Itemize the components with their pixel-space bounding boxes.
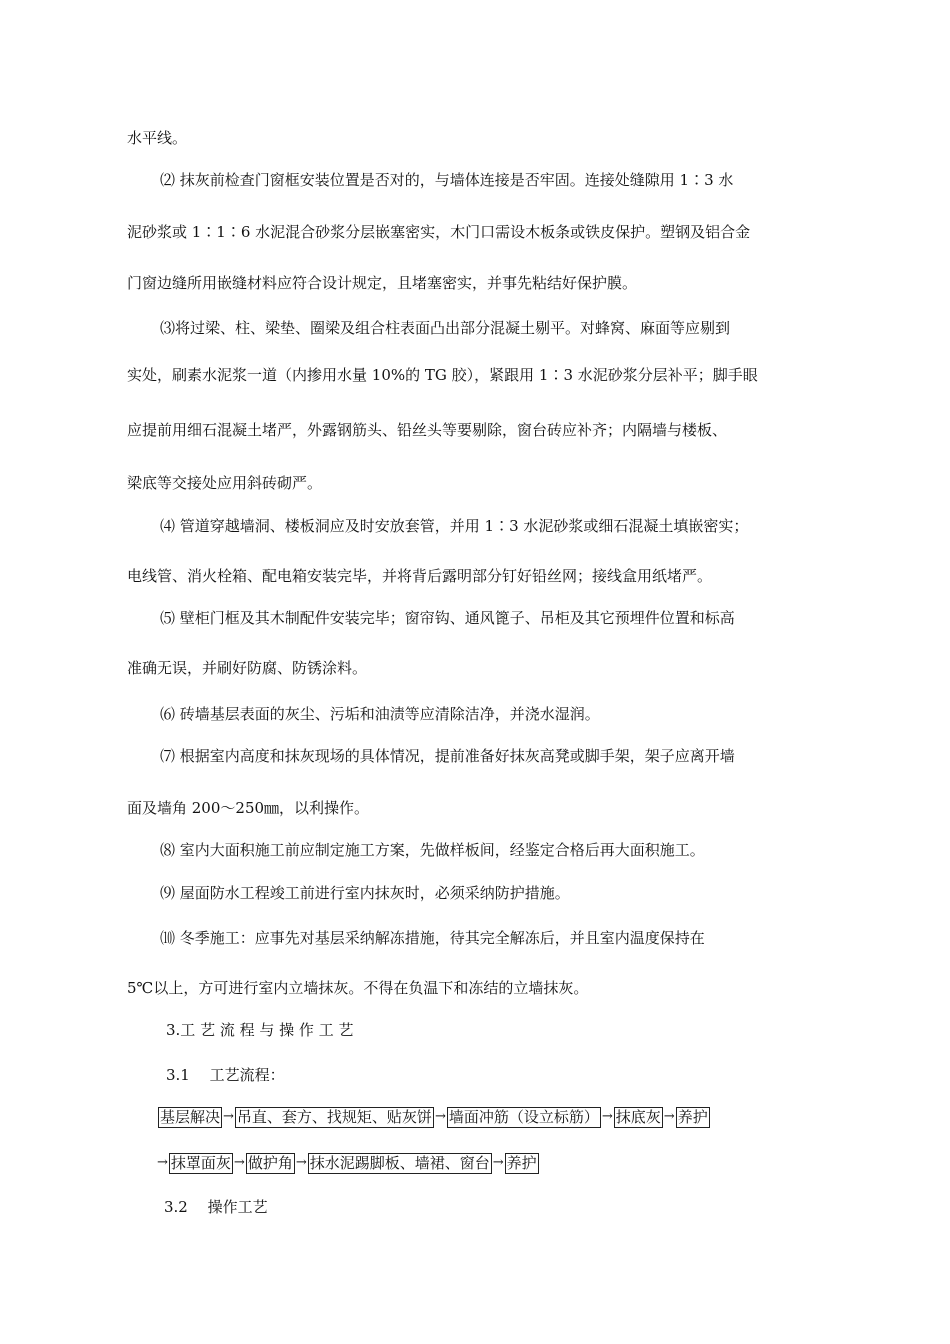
arrow-right-icon: → [434,1109,446,1124]
text-line: ⑵ 抹灰前检查门窗框安装位置是否对的，与墙体连接是否牢固。连接处缝隙用 1∶3 水 [160,171,734,189]
text-line: 实处，刷素水泥浆一道（内掺用水量 10%的 TG 胶），紧跟用 1∶3 水泥砂浆分层补平；脚手眼 [127,366,758,384]
text-line: 准确无误，并刷好防腐、防锈涂料。 [127,659,368,677]
text-line: 梁底等交接处应用斜砖砌严。 [127,474,323,492]
text-line: 泥砂浆或 1∶1∶6 水泥混合砂浆分层嵌塞密实，木门口需设木板条或铁皮保护。塑钢及铝合金 [127,223,751,241]
process-flow-row-1 [158,1106,710,1128]
text-line: ⑹ 砖墙基层表面的灰尘、污垢和油渍等应清除洁净，并浇水湿润。 [160,705,600,723]
flow-step: 做护角 [247,1153,293,1172]
flow-step: 抹罩面灰 [170,1153,231,1172]
text-line: ⑶将过梁、柱、梁垫、圈梁及组合柱表面凸出部分混凝土剔平。对蜂窝、麻面等应剔到 [160,319,731,337]
flow-step: 养护 [677,1107,708,1126]
flow-step: 基层解决 [160,1107,221,1126]
arrow-right-icon: → [233,1155,245,1170]
text-line: 面及墙角 200～250㎜，以利操作。 [127,799,370,817]
text-line: ⑷ 管道穿越墙洞、楼板洞应及时安放套管，并用 1∶3 水泥砂浆或细石混凝土填嵌密实； [160,517,749,535]
text-line: 门窗边缝所用嵌缝材料应符合设计规定，且堵塞密实，并事先粘结好保护膜。 [127,274,638,292]
text-line: 应提前用细石混凝土堵严，外露钢筋头、铅丝头等要剔除，窗台砖应补齐；内隔墙与楼板、 [127,421,728,439]
flow-step: 抹底灰 [615,1107,661,1126]
text-line: 电线管、消火栓箱、配电箱安装完毕，并将背后露明部分钉好铅丝网；接线盒用纸堵严。 [127,567,713,585]
arrow-right-icon: → [663,1109,675,1124]
text-line: ⑺ 根据室内高度和抹灰现场的具体情况，提前准备好抹灰高凳或脚手架，架子应离开墙 [160,747,735,765]
arrow-right-icon: → [223,1109,234,1124]
text-line: ⑸ 壁柜门框及其木制配件安装完毕；窗帘钩、通风篦子、吊柜及其它预埋件位置和标高 [160,609,735,627]
subsection-heading: 3.1 工艺流程： [166,1066,285,1084]
text-line: 水平线。 [127,129,188,147]
flow-step: 吊直、套方、找规矩、贴灰饼 [236,1107,432,1126]
text-line: 5℃以上，方可进行室内立墙抹灰。不得在负温下和冻结的立墙抹灰。 [127,979,589,997]
arrow-right-icon: → [492,1155,504,1170]
section-heading: 3.工 艺 流 程 与 操 作 工 艺 [166,1021,354,1039]
arrow-right-icon: → [157,1155,168,1170]
arrow-right-icon: → [601,1109,613,1124]
text-line: ⑼ 屋面防水工程竣工前进行室内抹灰时，必须采纳防护措施。 [160,884,570,902]
arrow-right-icon: → [295,1155,307,1170]
flow-step: 抹水泥踢脚板、墙裙、窗台 [309,1153,490,1172]
flow-step: 养护 [506,1153,537,1172]
process-flow-row-2 [156,1152,539,1174]
subsection-heading: 3.2 操作工艺 [164,1198,268,1216]
flow-step: 墙面冲筋（设立标筋） [448,1107,599,1126]
text-line: ⑽ 冬季施工：应事先对基层采纳解冻措施，待其完全解冻后，并且室内温度保持在 [160,929,705,947]
text-line: ⑻ 室内大面积施工前应制定施工方案，先做样板间，经鉴定合格后再大面积施工。 [160,841,705,859]
